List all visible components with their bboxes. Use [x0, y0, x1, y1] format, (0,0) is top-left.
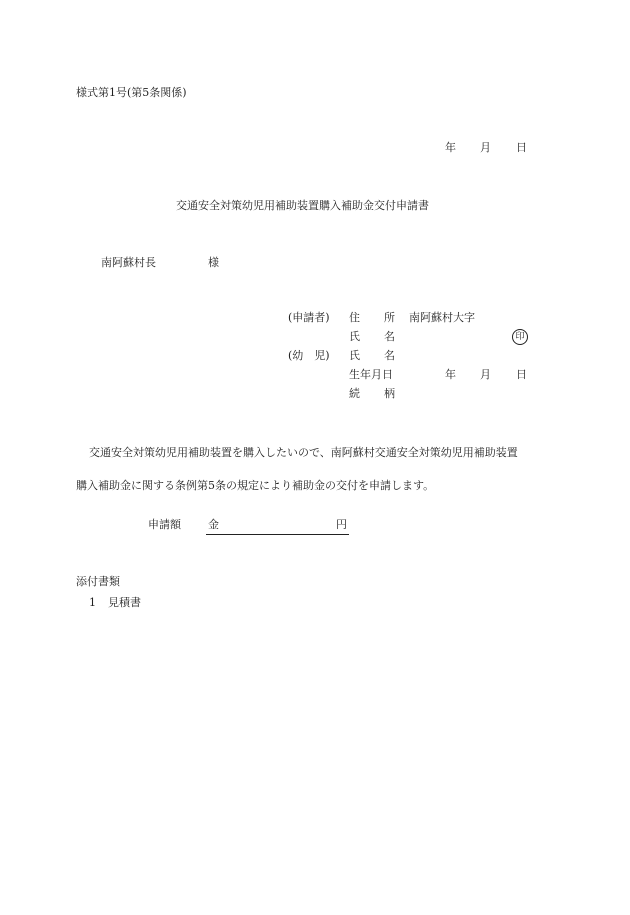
applicant-name-label-2: 名	[384, 330, 395, 343]
attachments-heading: 添付書類	[76, 575, 120, 588]
child-birthdate-label: 生年月日	[349, 368, 393, 381]
child-name-label-2: 名	[384, 349, 395, 362]
seal-mark: 印	[512, 329, 528, 345]
applicant-address-value: 南阿蘇村大字	[409, 311, 475, 324]
child-name-label-1: 氏	[349, 349, 360, 362]
child-birth-month-label: 月	[480, 368, 491, 381]
applicant-address-label-1: 住	[349, 311, 360, 324]
child-relation-label-1: 続	[349, 387, 360, 400]
attachment-item-number: 1	[89, 596, 96, 609]
date-day-label: 日	[516, 141, 527, 154]
amount-prefix: 金	[208, 518, 219, 531]
applicant-address-label-2: 所	[384, 311, 395, 324]
amount-underline	[206, 534, 349, 535]
addressee-honorific: 様	[208, 256, 219, 269]
form-number: 様式第1号(第5条関係)	[76, 86, 187, 99]
child-section-label: (幼 児)	[288, 349, 330, 362]
body-text-line-1: 交通安全対策幼児用補助装置を購入したいので、南阿蘇村交通安全対策幼児用補助装置	[89, 446, 518, 459]
child-relation-label-2: 柄	[384, 387, 395, 400]
amount-suffix: 円	[336, 518, 347, 531]
applicant-section-label: (申請者)	[288, 311, 330, 324]
child-birth-year-label: 年	[445, 368, 456, 381]
addressee-name: 南阿蘇村長	[101, 256, 156, 269]
attachment-item-label: 見積書	[108, 596, 141, 609]
date-year-label: 年	[445, 141, 456, 154]
child-birth-day-label: 日	[516, 368, 527, 381]
document-title: 交通安全対策幼児用補助装置購入補助金交付申請書	[176, 199, 429, 212]
body-text-line-2: 購入補助金に関する条例第5条の規定により補助金の交付を申請します。	[76, 479, 435, 492]
date-month-label: 月	[480, 141, 491, 154]
amount-label: 申請額	[148, 518, 181, 531]
applicant-name-label-1: 氏	[349, 330, 360, 343]
